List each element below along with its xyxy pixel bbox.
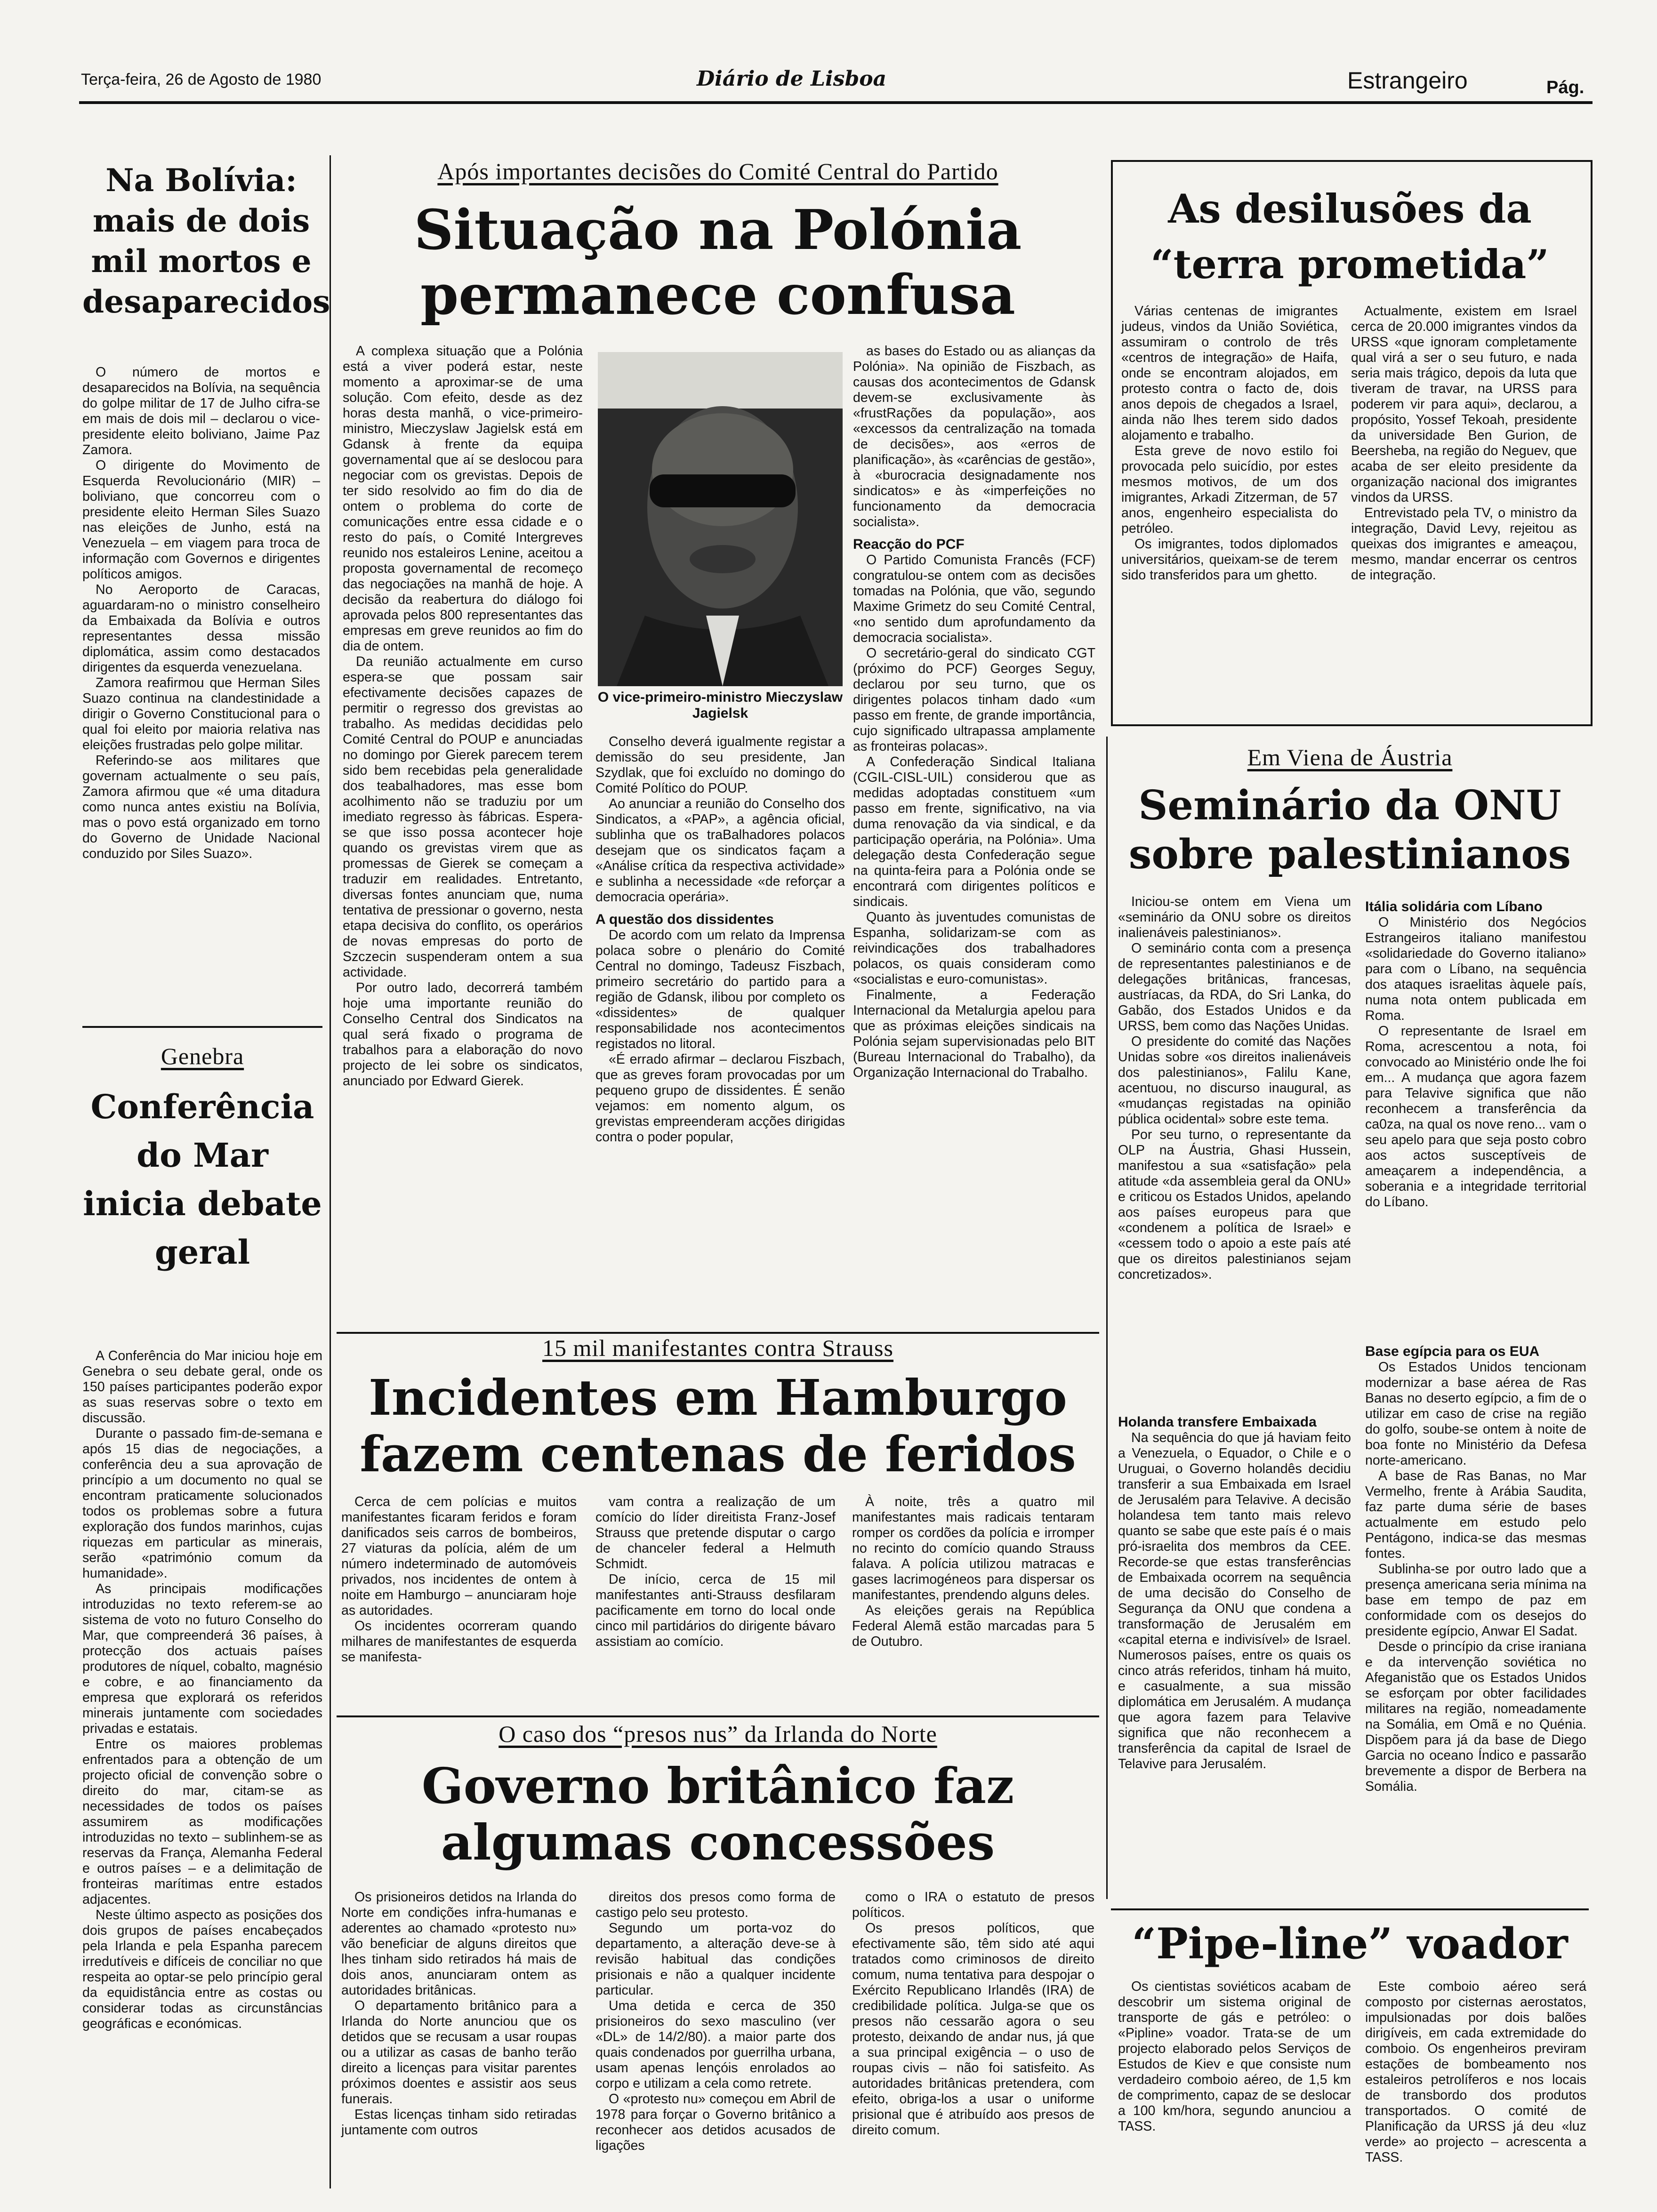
egipto-paragraph: A base de Ras Banas, no Mar Vermelho, frente à Arábia Saudita, faz parte duma série de bases actualmente em estudo pelo Pentágono, indica-se das mesmas fontes.: [1365, 1468, 1586, 1561]
pipeline-paragraph: Este comboio aéreo será composto por cisternas aerostatos, impulsionadas por dois balões dirigíveis, em cada extremidade do comboio. Os engenheiros previram estações de bombeamento nos estaleiros petrolíferos e nos locais de transbordo dos produtos transportados. O comité de Planificação da URSS já deu «luz verde» ao projecto – acrescenta a TASS.: [1365, 1979, 1586, 2165]
genebra-paragraph: Durante o passado fim-de-semana e após 15 dias de negociações, a conferência deu a sua aprovação de princípio a um documento no qual se encontram praticamente solucionados todos os problemas sobre a futura exploração dos fundos marinhos, cujas riquezas em particular as minerais, serão «património comum da humanidade».: [82, 1426, 322, 1581]
pipeline-title: “Pipe-line” voador: [1132, 1919, 1568, 1969]
polonia-paragraph: A Confederação Sindical Italiana (CGIL-CISL-UIL) considerou que as medidas adoptadas constituem «um passo em frente, significativo, na via duma renovação da via sindical, e da participação operária, na Polónia». Uma delegação desta Confederação segue na quinta-feira para a Polónia onde se encontrará com dirigentes políticos e sindicais.: [853, 754, 1095, 909]
hamburgo-paragraph: Os incidentes ocorreram quando milhares de manifestantes de esquerda se manifesta-: [341, 1619, 577, 1665]
polonia-paragraph: Conselho deverá igualmente registar a demissão do seu presidente, Jan Szydlak, que foi excluído no domingo do Comité Político do POUP.: [595, 734, 845, 796]
irlanda-col3: [852, 1890, 1094, 2138]
irlanda-paragraph: Os presos políticos, que efectivamente são, têm sido até aqui tratados como criminosos de direito comum, numa tentativa para despojar o Exército Republicano Irlandês (IRA) de credibilidade política. Julga-se que os presos não cessarão agora o seu protesto, deixando de andar nus, já que a sua principal exigência – o uso de roupas civis – não foi satisfeito. As autoridades britânicas pretendera, com efeito, obriga-los a usar o uniforme prisional que é atribuído aos presos de direito comum.: [852, 1921, 1094, 2138]
polonia-paragraph: O Partido Comunista Francês (FCF) congratulou-se ontem com as decisões tomadas na Polónia, que vão, segundo Maxime Grimetz do seu Comité Central, «no sentido dum aprofundamento da democracia socialista».: [853, 553, 1095, 645]
hamburgo-title: Incidentes em Hamburgo fazem centenas de feridos: [360, 1369, 1076, 1483]
portrait-image: [598, 352, 843, 686]
genebra-title: Conferência do Mar inicia debate geral: [83, 1087, 322, 1272]
israel-title: As desilusões da “terra prometida”: [1150, 185, 1549, 288]
polonia-paragraph: as bases do Estado ou as alianças da Polónia». Na opinião de Fiszbach, as causas dos acontecimentos de Gdansk devem-se exclusivamente às «frustRações da população», aos «excessos da centralização na tomada de decisões», aos «erros de planificação», às «carências de gestão», à «burocracia designadamente nos sindicatos» e às «imperfeições no funcionamento da democracia socialista».: [853, 344, 1095, 529]
column-rule-right: [1106, 737, 1108, 1899]
viena-col2: [1365, 899, 1586, 1210]
hamburgo-kicker: 15 mil manifestantes contra Strauss: [542, 1335, 893, 1361]
pipeline-col2: [1365, 1979, 1586, 2165]
page-label: Pág.: [1546, 78, 1585, 97]
israel-paragraph: Esta greve de novo estilo foi provocada pelo suicídio, por estes mesmos motivos, de um dos imigrantes, Arkadi Zitzerman, de 57 anos, engenheiro especialista do petróleo.: [1121, 443, 1338, 536]
irlanda-paragraph: Segundo um porta-voz do departamento, a alteração deve-se à revisão habitual das condições prisionais e não a qualquer incidente particular.: [595, 1921, 836, 1998]
bolivia-paragraph: Zamora reafirmou que Herman Siles Suazo continua na clandestinidade a dirigir o Governo Constitucional para o qual foi eleito por maioria relativa nas eleições frustradas pelo golpe militar.: [82, 675, 320, 753]
polonia-paragraph: Finalmente, a Federação Internacional da Metalurgia apelou para que as próximas eleições sindicais na Polónia sejam supervisionadas pelo BIT (Bureau Internacional do Trabalho), da Organização Internacional do Trabalho.: [853, 987, 1095, 1080]
polonia-kicker: Após importantes decisões do Comité Central do Partido: [437, 158, 998, 184]
hamburgo-paragraph: De início, cerca de 15 mil manifestantes anti-Strauss desfilaram pacificamente em torno do local onde cinco mil partidários do dirigente bávaro assistiam ao comício.: [595, 1572, 836, 1649]
israel-paragraph: Entrevistado pela TV, o ministro da integração, David Levy, rejeitou as queixas dos imigrantes e ameaçou, mesmo, mandar encerrar os centros de integração.: [1351, 505, 1577, 583]
polonia-subhead: Reacção do PCF: [853, 537, 965, 552]
polonia-paragraph: Quanto às juventudes comunistas de Espanha, solidarizam-se com as reivindicações dos trabalhadores polacos, os quais consideram como «socialistas e euro-comunistas».: [853, 910, 1095, 987]
hamburgo-paragraph: À noite, três a quatro mil manifestantes mais radicais tentaram romper os cordões da polícia e irromper no recinto do comício quando Strauss falava. A polícia utilizou matracas e gases lacrimogéneos para dispersar os manifestantes, prendendo alguns deles.: [852, 1494, 1094, 1603]
hamburgo-rule: [337, 1332, 1099, 1334]
irlanda-paragraph: O departamento britânico para a Irlanda do Norte anunciou que os detidos que se recusam a usar roupas ou a utilizar as casas de banho terão direito a licenças para visitar parentes próximos doentes e assistir aos seus funerais.: [341, 1998, 577, 2107]
hamburgo-paragraph: vam contra a realização de um comício do líder direitista Franz-Josef Strauss que pretende disputar o cargo de chanceler federal a Helmuth Schmidt.: [595, 1494, 836, 1571]
irlanda-kicker: O caso dos “presos nus” da Irlanda do Norte: [499, 1721, 937, 1747]
header-rule: [79, 101, 1593, 104]
pipeline-paragraph: Os cientistas soviéticos acabam de descobrir um sistema original de transporte de gás e petróleo: o «Pipline» voador. Trata-se de um projecto elaborado pelos Serviços de Estudos de Kiev e que consiste num verdadeiro comboio aéreo, de 1,5 km de comprimento, capaz de se deslocar a 100 km/hora, segundo anunciou a TASS.: [1118, 1979, 1351, 2134]
viena-paragraph: Por seu turno, o representante da OLP na Áustria, Ghasi Hussein, manifestou a sua «satisfação» pela atitude «da assembleia geral da ONU» e criticou os Estados Unidos, apelando aos países europeus para que «condenem a política de Israel» e «cessem todo o apoio a este país até que os direitos palestinianos sejam concretizados».: [1118, 1127, 1351, 1282]
genebra-paragraph: Entre os maiores problemas enfrentados para a obtenção de um projecto oficial de convenção sobre o direito do mar, citam-se as necessidades de todos os países assumirem as modificações introduzidas no texto – sublinhem-se as reservas da França, Alemanha Federal e outros países – e a delimitação de fronteiras marítimas entre estados adjacentes.: [82, 1737, 322, 1907]
irlanda-paragraph: O «protesto nu» começou em Abril de 1978 para forçar o Governo britânico a reconhecer aos detidos acusados de ligações: [595, 2092, 836, 2153]
section-label: Estrangeiro: [1347, 67, 1468, 94]
viena-paragraph: O presidente do comité das Nações Unidas sobre «os direitos inalienáveis dos palestinianos», Falilu Kane, acentuou, no discurso inaugural, as «mudanças registadas na opinião pública ocidental» sobre este tema.: [1118, 1034, 1351, 1127]
polonia-paragraph: Da reunião actualmente em curso espera-se que possam sair efectivamente decisões capazes de permitir o regresso dos grevistas ao trabalho. As medidas decididas pelo Comité Central do POUP e anunciadas no domingo por Gierek parecem terem sido bem recebidas pela generalidade dos teabalhadores, mas esse bom acolhimento não se traduziu por um imediato regresso às fábricas. Espera-se que isso possa acontecer hoje quando os grevistas virem que as promessas de Gierek se começam a traduzir em realidades. Entretanto, diversas fontes anunciam que, numa tentativa de pressionar o governo, nesta etapa decisiva do conflito, os operários de novas empresas do porto de Szczecin suspenderam ontem a sua actividade.: [343, 654, 583, 980]
holanda-subhead: Holanda transfere Embaixada: [1118, 1414, 1317, 1430]
hamburgo-col1: [341, 1494, 577, 1665]
holanda-article: [1118, 1414, 1351, 1772]
polonia-title: Situação na Polónia permanece confusa: [414, 198, 1022, 327]
viena-paragraph: O seminário conta com a presença de representantes palestinianos e de delegações britânicas, francesas, austríacas, da RDA, do Sri Lanka, do Gabão, dos Estados Unidos e da URSS, bem como das Nações Unidas.: [1118, 941, 1351, 1034]
masthead: Diário de Lisboa: [697, 67, 887, 91]
egipto-paragraph: Sublinha-se por outro lado que a presença americana seria mínima na base em tempo de paz em conformidade com os desejos do presidente egípcio, Anwar El Sadat.: [1365, 1562, 1586, 1639]
irlanda-paragraph: direitos dos presos como forma de castigo pelo seu protesto.: [595, 1890, 836, 1920]
column-rule-left: [330, 155, 331, 2188]
israel-col2: [1351, 304, 1577, 583]
hamburgo-paragraph: As eleições gerais na República Federal Alemã estão marcadas para 5 de Outubro.: [852, 1603, 1094, 1649]
bolivia-paragraph: No Aeroporto de Caracas, aguardaram-no o ministro conselheiro da Embaixada da Bolívia e outros representantes dessa missão diplomática, assim como destacados dirigentes da esquerda venezuelana.: [82, 582, 320, 675]
polonia-col3: [853, 344, 1095, 1081]
israel-col1: [1121, 304, 1338, 583]
irlanda-col1: [341, 1890, 577, 2138]
pipeline-col1: [1118, 1979, 1351, 2134]
polonia-col2: [595, 734, 845, 1145]
irlanda-rule: [337, 1715, 1099, 1717]
viena-paragraph: O Ministério dos Negócios Estrangeiros italiano manifestou «solidariedade do Governo italiano» para com o Líbano, na sequência dos ataques israelitas àquele país, numa nota ontem publicada em Roma.: [1365, 915, 1586, 1023]
polonia-subhead: A questão dos dissidentes: [595, 912, 774, 927]
polonia-paragraph: «É errado afirmar – declarou Fiszbach, que as greves foram provocadas por um pequeno grupo de dissidentes. É senão vejamos: em nomento algum, os grevistas empreenderam acções dirigidas contra o poder popular,: [595, 1052, 845, 1145]
polonia-col1: [343, 344, 583, 1089]
irlanda-paragraph: Uma detida e cerca de 350 prisioneiros do sexo masculino (ver «DL» de 14/2/80). a maior parte dos quais condenados por guerrilha urbana, usam apenas lençóis enrolados ao corpo e utilizam a cela como retrete.: [595, 1998, 836, 2091]
irlanda-paragraph: Estas licenças tinham sido retiradas juntamente com outros: [341, 2107, 577, 2138]
hamburgo-col3: [852, 1494, 1094, 1650]
genebra-paragraph: A Conferência do Mar iniciou hoje em Genebra o seu debate geral, onde os 150 países participantes poderão expor as suas reservas sobre o texto em discussão.: [82, 1348, 322, 1426]
egipto-subhead: Base egípcia para os EUA: [1365, 1344, 1540, 1359]
polonia-paragraph: O secretário-geral do sindicato CGT (próximo do PCF) Georges Seguy, declarou por seu turno, que os dirigentes polacos tinham dado «um passo em frente, de grande importância, cujo significado ultrapassa amplamente as fronteiras polacas».: [853, 646, 1095, 754]
polonia-paragraph: A complexa situação que a Polónia está a viver poderá estar, neste momento a aproximar-se de uma solução. Com efeito, desde as dez horas desta manhã, o vice-primeiro-ministro, Mieczyslaw Jagielsk está em Gdansk à frente da equipa governamental que aí se deslocou para negociar com os grevistas. Depois de ter sido resolvido ao fim do dia de ontem o problema do corte de comunicações entre essa cidade e o resto do país, o Comité Intergreves reunido nos estaleiros Lenine, aceitou a proposta governamental de recomeço das negociações na manhã de hoje. A decisão da reabertura do diálogo foi aprovada pelos 800 representantes das empresas em greve reunidos ao fim do dia de ontem.: [343, 344, 583, 654]
genebra-article: [82, 1348, 322, 2032]
polonia-paragraph: Ao anunciar a reunião do Conselho dos Sindicatos, a «PAP», a agência oficial, sublinha que os traBalhadores polacos desejam que os sindicatos façam a «Análise crítica da respectiva actividade» e sublinha a necessidade «de reforçar a democracia operária».: [595, 796, 845, 905]
viena-paragraph: O representante de Israel em Roma, acrescentou a nota, foi convocado ao Ministério onde lhe foi em... A mudança que agora fazem para Telavive significa que não reconhecem a transferência da ca0za, na qual os nove reno... vam o seu apelo para que seja posto cobro aos actos susceptíveis de ameaçarem a independência, a soberania e a integridade territorial do Líbano.: [1365, 1024, 1586, 1210]
viena-col1: [1118, 894, 1351, 1282]
jagielsk-photo: [598, 352, 843, 686]
genebra-paragraph: Neste último aspecto as posições dos dois grupos de países encabeçados pela Irlanda e pela Espanha parecem irredutíveis e difíceis de conciliar no que respeita ao optar-se pelo princípio geral da equidistância entre as costas ou considerar todas as circunstâncias geográficas e económicas.: [82, 1907, 322, 2031]
irlanda-title: Governo britânico faz algumas concessões: [421, 1757, 1014, 1871]
irlanda-col2: [595, 1890, 836, 2154]
viena-paragraph: Iniciou-se ontem em Viena um «seminário da ONU sobre os direitos inalienáveis palestinianos».: [1118, 894, 1351, 940]
genebra-kicker: Genebra: [161, 1043, 244, 1069]
photo-caption: O vice-primeiro-ministro Mieczyslaw Jagielsk: [597, 689, 843, 721]
bolivia-paragraph: Referindo-se aos militares que governam actualmente o seu país, Zamora afirmou que «é uma ditadura como nunca antes existiu na Bolívia, mas o povo está organizado em torno do Governo de Unidade Nacional conduzido por Siles Suazo».: [82, 753, 320, 861]
israel-paragraph: Várias centenas de imigrantes judeus, vindos da União Soviética, assumiram o controlo de três «centros de integração» de Haifa, onde se encontram alojados, em protesto contra o facto de, dois anos depois de chegados a Israel, ainda não lhes terem sido dados alojamento e trabalho.: [1121, 304, 1338, 443]
egipto-paragraph: Os Estados Unidos tencionam modernizar a base aérea de Ras Banas no deserto egípcio, a fim de o utilizar em caso de crise na região do golfo, soube-se ontem à noite de boa fonte no Ministério da Defesa norte-americano.: [1365, 1360, 1586, 1468]
polonia-paragraph: Por outro lado, decorrerá também hoje uma importante reunião do Conselho Central dos Sindicatos na qual será fixado o programa de trabalhos para a elaboração do novo projecto de lei sobre os sindicatos, anunciado por Edward Gierek.: [343, 980, 583, 1089]
israel-paragraph: Os imigrantes, todos diplomados universitários, queixam-se de terem sido transferidos para um ghetto.: [1121, 537, 1338, 583]
viena-title: Seminário da ONU sobre palestinianos: [1128, 782, 1571, 878]
bolivia-paragraph: O dirigente do Movimento de Esquerda Revolucionário (MIR) – boliviano, que concorreu com o presidente eleito Herman Siles Suazo nas eleições de Junho, está na Venezuela – em viagem para troca de informação com Governos e dirigentes políticos amigos.: [82, 458, 320, 582]
egipto-article: [1365, 1344, 1586, 1795]
bolivia-title: Na Bolívia: mais de dois mil mortos e desaparecidos: [82, 162, 330, 320]
irlanda-paragraph: Os prisioneiros detidos na Irlanda do Norte em condições infra-humanas e aderentes ao chamado «protesto nu» vão beneficiar de alguns direitos que lhes tinham sido retirados há mais de dois anos, anunciaram ontem as autoridades britânicas.: [341, 1890, 577, 1998]
genebra-paragraph: As principais modificações introduzidas no texto referem-se ao sistema de voto no futuro Conselho do Mar, que compreenderá 36 países, à protecção dos actuais países produtores de níquel, cobalto, magnésio e cobre, e ao financiamento da empresa que explorará os referidos minerais juntamente com sociedades privadas e estatais.: [82, 1581, 322, 1736]
egipto-paragraph: Desde o princípio da crise iraniana e da intervenção soviética no Afeganistão que os Estados Unidos se esforçam por obter facilidades militares na região, nomeadamente na Somália, em Omã e no Quénia. Dispõem para já da base de Diego Garcia no oceano Índico e passarão brevemente a dispor de Berbera na Somália.: [1365, 1639, 1586, 1794]
viena-kicker: Em Viena de Áustria: [1247, 744, 1453, 770]
irlanda-paragraph: como o IRA o estatuto de presos políticos.: [852, 1890, 1094, 1920]
bolivia-rule: [82, 1026, 322, 1028]
issue-date: Terça-feira, 26 de Agosto de 1980: [81, 71, 322, 88]
pipeline-rule: [1111, 1908, 1589, 1910]
israel-paragraph: Actualmente, existem em Israel cerca de 20.000 imigrantes vindos da URSS «que ignoram completamente qual virá a ser o seu futuro, e nada seria mais trágico, depois da luta que tiveram de travar, na URSS para poderem vir para aqui», declarou, a propósito, Yossef Tekoah, presidente da universidade Ben Gurion, de Beersheba, na região do Neguev, que acaba de ser eleito presidente da organização nacional dos imigrantes vindos da URSS.: [1351, 304, 1577, 505]
bolivia-article: [82, 365, 320, 862]
polonia-paragraph: De acordo com um relato da Imprensa polaca sobre o plenário do Comité Central no domingo, Tadeusz Fiszbach, primeiro secretário do partido para a região de Gdansk, ilibou por completo os «dissidentes» de qualquer responsabilidade nos acontecimentos registados no litoral.: [595, 928, 845, 1051]
hamburgo-paragraph: Cerca de cem polícias e muitos manifestantes ficaram feridos e foram danificados seis carros de bombeiros, 27 viaturas da polícia, além de um número indeterminado de automóveis privados, nos incidentes de ontem à noite em Hamburgo – anunciaram hoje as autoridades.: [341, 1494, 577, 1618]
viena-subhead: Itália solidária com Líbano: [1365, 899, 1543, 914]
holanda-paragraph: Na sequência do que já haviam feito a Venezuela, o Equador, o Chile e o Uruguai, o Governo holandês decidiu transferir a sua Embaixada em Israel de Jerusalém para Telavive. A decisão holandesa tem tanto mais relevo quanto se sabe que este país é o mais pró-israelita dos membros da CEE. Recorde-se que estas transferências de Embaixada ocorrem na sequência de uma decisão do Conselho de Segurança da ONU que condena a transformação de Jerusalém em «capital eterna e indivisível» de Israel. Numerosos países, entre os quais os cinco atrás referidos, tinham há muito, e casualmente, a sua missão diplomática em Jerusalém. A mudança que agora fazem para Telavive significa que não reconhecem a transferência da capital de Israel de Telavive para Jerusalém.: [1118, 1430, 1351, 1771]
hamburgo-col2: [595, 1494, 836, 1650]
bolivia-paragraph: O número de mortos e desaparecidos na Bolívia, na sequência do golpe militar de 17 de Julho cifra-se em mais de dois mil – declarou o vice-presidente eleito boliviano, Jaime Paz Zamora.: [82, 365, 320, 457]
